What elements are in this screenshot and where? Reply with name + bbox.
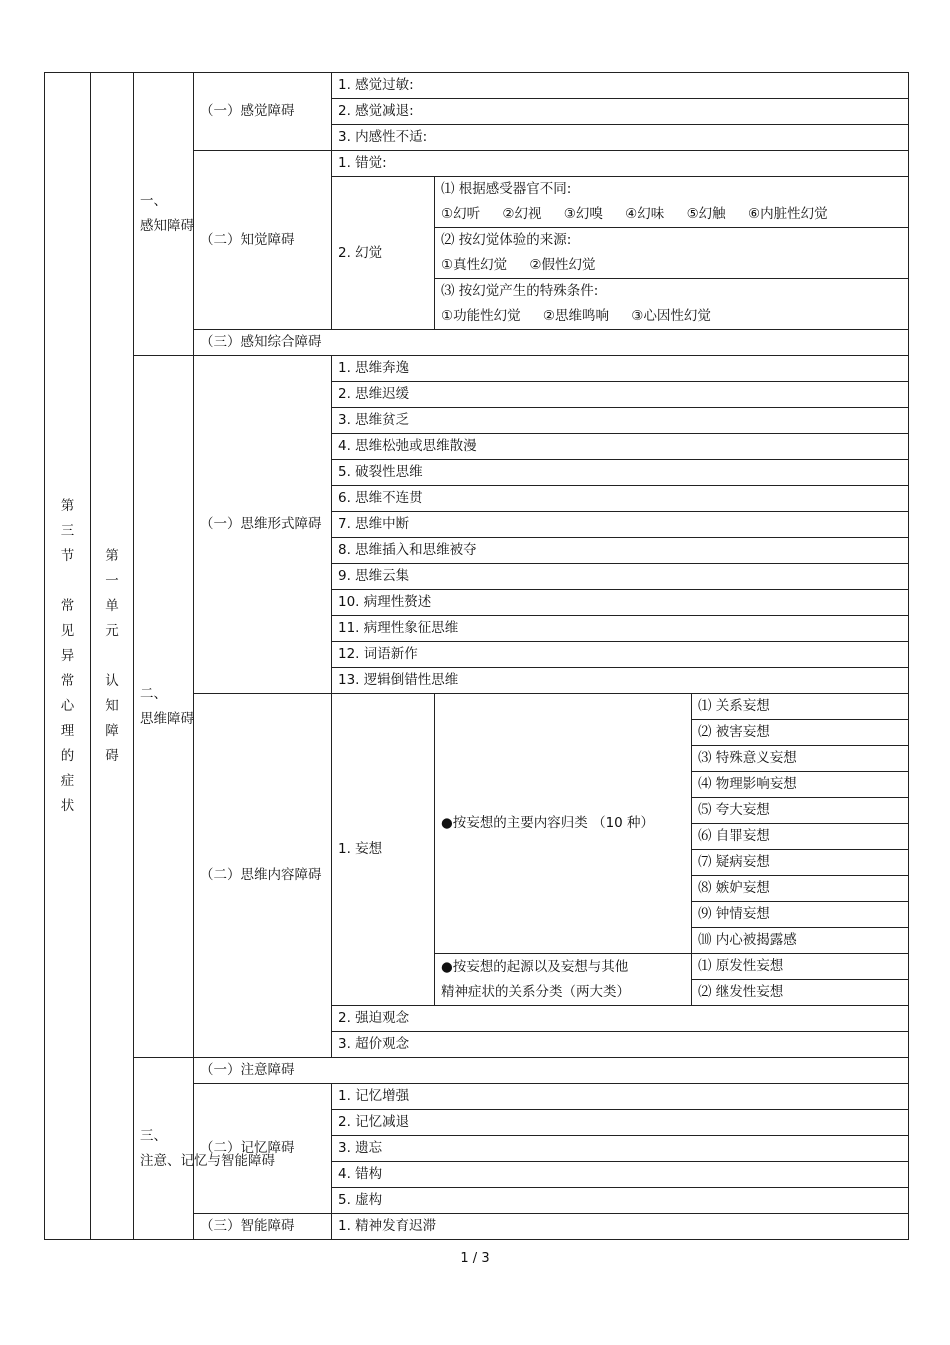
memory-item: 5. 虚构	[332, 1188, 909, 1214]
integration-label: （三）感知综合障碍	[194, 330, 909, 356]
memory-item: 4. 错构	[332, 1162, 909, 1188]
thinking-form-label: （一）思维形式障碍	[194, 356, 332, 694]
group-perception-title: 感知障碍	[140, 218, 194, 234]
page-number: 1 / 3	[460, 1251, 490, 1266]
delusion-by-origin	[435, 954, 692, 1006]
delusion-content-type: ⑻ 嫉妒妄想	[692, 876, 909, 902]
section-number: 第三节	[60, 497, 75, 564]
overvalued-item: 3. 超价观念	[332, 1032, 909, 1058]
sensation-item: 1. 感觉过敏:	[332, 73, 909, 99]
hallucination-condition-types: ①功能性幻觉 ②思维鸣响 ③心因性幻觉	[435, 304, 909, 330]
intelligence-item: 1. 精神发育迟滞	[332, 1214, 909, 1240]
delusion-by-origin-line1: ●按妄想的起源以及妄想与其他	[441, 958, 629, 975]
thinking-content-label: （二）思维内容障碍	[194, 694, 332, 1058]
hallucination-organ-types: ①幻听 ②幻视 ③幻嗅 ④幻味 ⑤幻触 ⑥内脏性幻觉	[435, 202, 909, 228]
outline-table	[44, 72, 909, 1240]
group-thinking-title: 思维障碍	[140, 710, 194, 727]
sensation-item: 3. 内感性不适:	[332, 125, 909, 151]
delusion-content-type: ⑽ 内心被揭露感	[692, 928, 909, 954]
thinking-form-item: 11. 病理性象征思维	[332, 616, 909, 642]
thinking-form-item: 12. 词语新作	[332, 642, 909, 668]
delusion-content-type: ⑸ 夸大妄想	[692, 798, 909, 824]
obsession-item: 2. 强迫观念	[332, 1006, 909, 1032]
thinking-form-item: 13. 逻辑倒错性思维	[332, 668, 909, 694]
delusion-origin-type: ⑴ 原发性妄想	[692, 954, 909, 980]
thinking-form-item: 4. 思维松弛或思维散漫	[332, 434, 909, 460]
unit-number: 第一单元	[105, 547, 119, 639]
group-perception	[134, 73, 194, 356]
delusion-content-type: ⑼ 钟情妄想	[692, 902, 909, 928]
section-title: 常见异常心理的症状	[60, 597, 75, 814]
hallucination-organ-title: ⑴ 根据感受器官不同:	[435, 177, 909, 203]
thinking-form-item: 8. 思维插入和思维被夺	[332, 538, 909, 564]
hallucination-source-types: ①真性幻觉 ②假性幻觉	[435, 253, 909, 279]
memory-item: 2. 记忆减退	[332, 1110, 909, 1136]
delusion-content-type: ⑹ 自罪妄想	[692, 824, 909, 850]
delusion-content-type: ⑺ 疑病妄想	[692, 850, 909, 876]
memory-label: （二）记忆障碍	[194, 1084, 332, 1214]
thinking-form-item: 5. 破裂性思维	[332, 460, 909, 486]
thinking-form-item: 10. 病理性赘述	[332, 590, 909, 616]
group-perception-number: 一、	[140, 193, 167, 209]
thinking-form-item: 7. 思维中断	[332, 512, 909, 538]
attention-label: （一）注意障碍	[194, 1058, 909, 1084]
thinking-form-item: 9. 思维云集	[332, 564, 909, 590]
group-thinking-number: 二、	[140, 685, 167, 702]
delusion-origin-type: ⑵ 继发性妄想	[692, 980, 909, 1006]
sensation-item: 2. 感觉减退:	[332, 99, 909, 125]
sensation-label: （一）感觉障碍	[194, 73, 332, 151]
thinking-form-item: 2. 思维迟缓	[332, 382, 909, 408]
delusion-by-content: ●按妄想的主要内容归类 （10 种）	[435, 694, 692, 954]
group-thinking	[134, 356, 194, 1058]
delusion-content-type: ⑷ 物理影响妄想	[692, 772, 909, 798]
hallucination-condition-title: ⑶ 按幻觉产生的特殊条件:	[435, 279, 909, 305]
delusion-item: 1. 妄想	[332, 694, 435, 1006]
thinking-form-item: 3. 思维贫乏	[332, 408, 909, 434]
hallucination-source-title: ⑵ 按幻觉体验的来源:	[435, 228, 909, 254]
illusion-item: 1. 错觉:	[332, 151, 909, 177]
perceive-label: （二）知觉障碍	[194, 151, 332, 330]
section-cell	[45, 73, 91, 1240]
unit-cell	[91, 73, 134, 1240]
delusion-content-type: ⑵ 被害妄想	[692, 720, 909, 746]
intelligence-label: （三）智能障碍	[194, 1214, 332, 1240]
thinking-form-item: 6. 思维不连贯	[332, 486, 909, 512]
group-attention-title: 注意、记忆与智能障碍	[140, 1152, 275, 1169]
delusion-content-type: ⑶ 特殊意义妄想	[692, 746, 909, 772]
memory-item: 3. 遗忘	[332, 1136, 909, 1162]
group-attention-number: 三、	[140, 1127, 167, 1144]
memory-item: 1. 记忆增强	[332, 1084, 909, 1110]
thinking-form-item: 1. 思维奔逸	[332, 356, 909, 382]
unit-title: 认知障碍	[105, 672, 119, 764]
delusion-by-origin-line2: 精神症状的关系分类（两大类）	[441, 983, 630, 1000]
hallucination-item: 2. 幻觉	[332, 177, 435, 330]
delusion-content-type: ⑴ 关系妄想	[692, 694, 909, 720]
